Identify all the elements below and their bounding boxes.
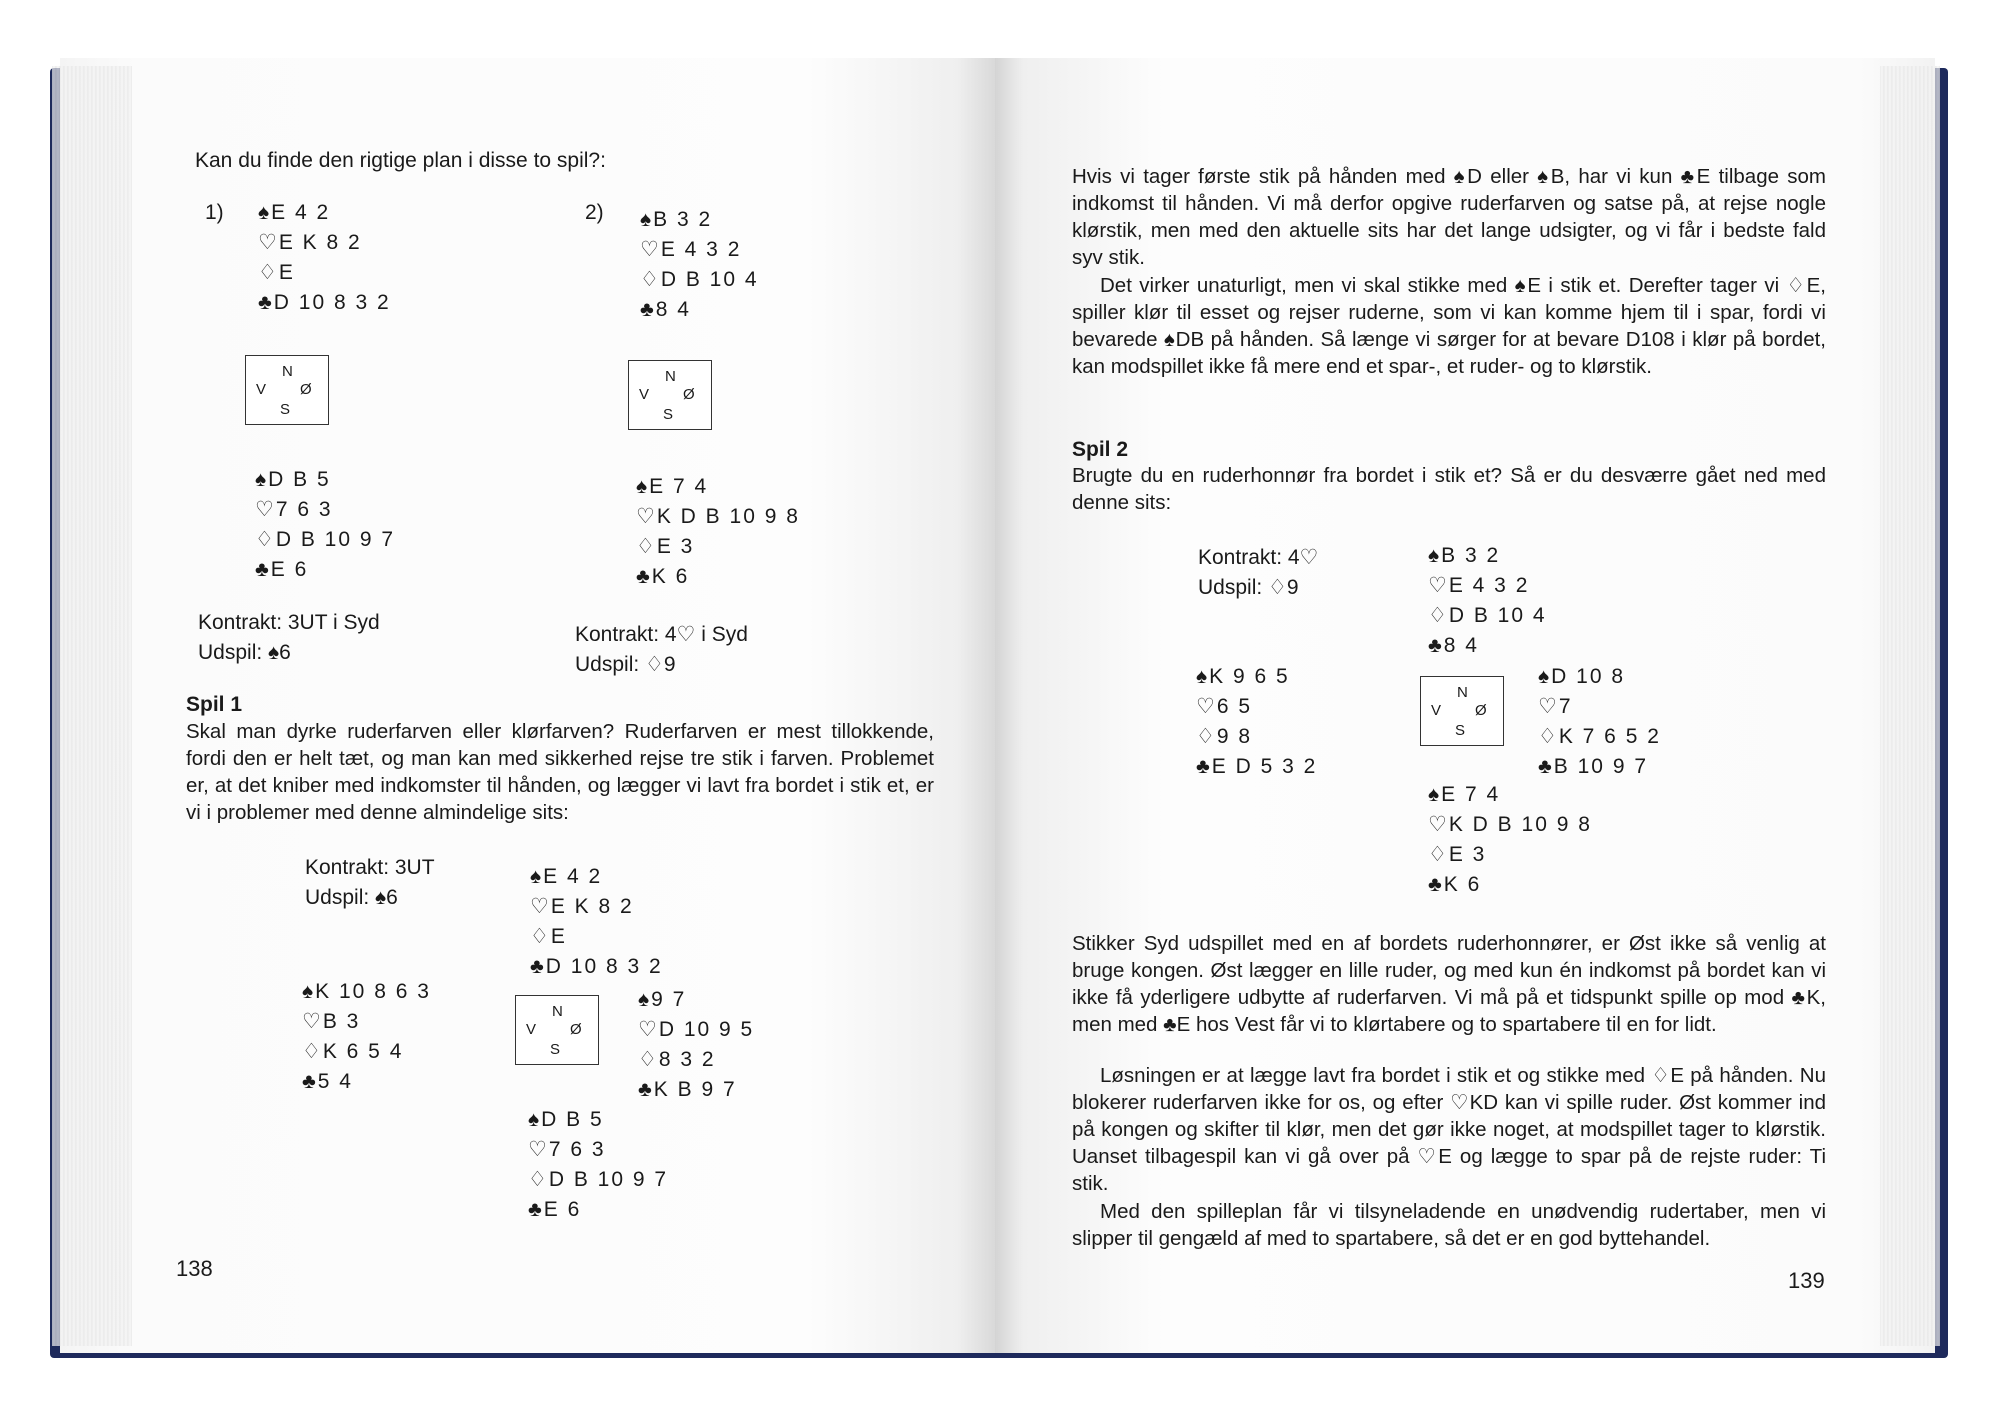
hand-line: ♠D 10 8 [1538,665,1626,688]
paragraph-2: Det virker unaturligt, men vi skal stikke med ♠E i stik et. Derefter tager vi ♢E, spiller klør til esset og rejser ruderne, som vi kan komme hjem til i spar, fordi vi bevarede ♠DB på hånden. Så længe vi sørger for at bevare D108 i klør på bordet, kan modspillet ikke få mere end et spar-, et ruder- og to klørstik. [1072,274,1826,378]
fulldeal1-west-hand [302,977,431,1097]
compass-s: S [550,1041,561,1058]
compass-s: S [1455,722,1466,739]
deal2-compass [628,360,712,430]
hand-line: ♣K 6 [636,565,690,588]
hand-line: ♠E 4 2 [530,865,603,888]
deal2-label: 2) [585,201,604,224]
compass-s: S [663,406,674,423]
spil2-paragraph: Brugte du en ruderhonnør fra bordet i stik et? Så er du desværre gået ned med denne sits: [1072,464,1826,514]
hand-line: ♢K 7 6 5 2 [1538,725,1661,748]
hand-line: ♣D 10 8 3 2 [258,291,391,314]
hand-line: ♡E 4 3 2 [1428,574,1530,597]
spil1-paragraph: Skal man dyrke ruderfarven eller klørfarven? Ruderfarven er mest tillokkende, fordi den er helt tæt, og man kan med sikkerhed rejse tre stik i farven. Problemet er, at det kniber med indkomster til hånden, og lægger vi lavt fra bordet i stik et, er vi i problemer med denne almindelige sits: [186,720,934,824]
hand-line: ♠9 7 [638,988,687,1011]
intro-text: Kan du finde den rigtige plan i disse to spil?: [195,149,606,172]
fulldeal2-south-hand [1428,780,1592,900]
fulldeal1-contract: Kontrakt: 3UT [305,856,435,879]
deal1-south-hand [255,465,395,585]
fulldeal2-east-hand [1538,662,1661,782]
hand-line: ♠K 9 6 5 [1196,665,1290,688]
hand-line: ♡D 10 9 5 [638,1018,755,1041]
deal1-label: 1) [205,201,224,224]
hand-line: ♠B 3 2 [1428,544,1501,567]
hand-line: ♡7 [1538,695,1573,718]
hand-line: ♢8 3 2 [638,1048,716,1071]
hand-line: ♡7 6 3 [255,498,333,521]
deal2-contract: Kontrakt: 4♡ i Syd [575,623,748,646]
hand-line: ♣E 6 [528,1198,582,1221]
fulldeal2-lead: Udspil: ♢9 [1198,576,1299,599]
compass-w: V [526,1021,537,1038]
hand-line: ♣D 10 8 3 2 [530,955,663,978]
fulldeal2-compass [1420,676,1504,746]
paragraph-5: Med den spilleplan får vi tilsyneladende en unødvendig rudertaber, men vi slipper til gengæld af med to spartabere, så det er en god byttehandel. [1072,1200,1826,1250]
hand-line: ♡E 4 3 2 [640,238,742,261]
hand-line: ♣5 4 [302,1070,353,1093]
deal1-north-hand [258,198,391,318]
hand-line: ♣K 6 [1428,873,1482,896]
compass-e: Ø [1475,702,1487,719]
hand-line: ♡6 5 [1196,695,1253,718]
compass-s: S [280,401,291,418]
hand-line: ♢9 8 [1196,725,1253,748]
fulldeal1-lead: Udspil: ♠6 [305,886,398,909]
hand-line: ♣8 4 [1428,634,1479,657]
paragraph-3: Stikker Syd udspillet med en af bordets ruderhonnører, er Øst ikke så venlig at bruge kongen. Øst lægger en lille ruder, og med kun én indkomst på bordet kan vi ikke få yderligere udbytte af ruderfarven. Vi må på et tidspunkt spille op mod ♣K, men med ♣E hos Vest får vi to klørtabere og to spartabere til en for lidt. [1072,932,1826,1036]
compass-w: V [1431,702,1442,719]
compass-n: N [1457,684,1468,701]
spil2-heading: Spil 2 [1072,438,1129,461]
hand-line: ♡E K 8 2 [258,231,362,254]
compass-e: Ø [300,381,312,398]
compass-w: V [256,381,267,398]
hand-line: ♠D B 5 [528,1108,604,1131]
deal1-contract: Kontrakt: 3UT i Syd [198,611,380,634]
hand-line: ♢D B 10 4 [640,268,759,291]
hand-line: ♡K D B 10 9 8 [636,505,800,528]
compass-e: Ø [683,386,695,403]
hand-line: ♣8 4 [640,298,691,321]
left-page-edges [52,66,132,1346]
hand-line: ♢E [530,925,567,948]
compass-n: N [665,368,676,385]
deal1-lead: Udspil: ♠6 [198,641,291,664]
hand-line: ♢D B 10 4 [1428,604,1547,627]
hand-line: ♢E [258,261,295,284]
hand-line: ♢K 6 5 4 [302,1040,404,1063]
hand-line: ♡B 3 [302,1010,361,1033]
fulldeal2-west-hand [1196,662,1317,782]
deal2-lead: Udspil: ♢9 [575,653,676,676]
compass-n: N [552,1003,563,1020]
fulldeal1-south-hand [528,1105,668,1225]
compass-w: V [639,386,650,403]
page-number-right: 139 [1788,1268,1825,1293]
hand-line: ♢D B 10 9 7 [255,528,396,551]
compass-n: N [282,363,293,380]
deal2-north-hand [640,205,759,325]
right-page-edges [1880,66,1940,1346]
hand-line: ♠B 3 2 [640,208,713,231]
hand-line: ♠E 7 4 [1428,783,1501,806]
hand-line: ♠E 4 2 [258,201,331,224]
deal2-south-hand [636,472,800,592]
hand-line: ♣E D 5 3 2 [1196,755,1318,778]
hand-line: ♣B 10 9 7 [1538,755,1649,778]
fulldeal1-north-hand [530,862,663,982]
paragraph-1: Hvis vi tager første stik på hånden med ♠D eller ♠B, har vi kun ♣E tilbage som indkomst til hånden. Vi må derfor opgive ruderfarven og satse på, at rejse nogle klørstik, men med den aktuelle sits har det lange udsigter, og vi får i bedste fald syv stik. [1072,165,1826,269]
paragraph-4: Løsningen er at lægge lavt fra bordet i stik et og stikke med ♢E på hånden. Nu blokerer ruderfarven ikke for os, og efter ♡KD kan vi spille ruder. Øst kommer ind på kongen og skifter til klør, men det gør ikke noget, at modspillet tager to klørstik. Uanset tilbagespil kan vi gå over på ♡E og lægge to spar på de rejste ruder: Ti stik. [1072,1064,1826,1195]
hand-line: ♡E K 8 2 [530,895,634,918]
hand-line: ♠E 7 4 [636,475,709,498]
fulldeal2-north-hand [1428,541,1547,661]
compass-e: Ø [570,1021,582,1038]
hand-line: ♠K 10 8 6 3 [302,980,431,1003]
hand-line: ♡K D B 10 9 8 [1428,813,1592,836]
deal1-compass [245,355,329,425]
fulldeal1-east-hand [638,985,754,1105]
hand-line: ♢D B 10 9 7 [528,1168,669,1191]
spil1-heading: Spil 1 [186,693,243,716]
hand-line: ♢E 3 [636,535,695,558]
page-number-left: 138 [176,1256,213,1281]
hand-line: ♠D B 5 [255,468,331,491]
hand-line: ♢E 3 [1428,843,1487,866]
hand-line: ♣E 6 [255,558,309,581]
hand-line: ♣K B 9 7 [638,1078,737,1101]
fulldeal2-contract: Kontrakt: 4♡ [1198,546,1319,569]
fulldeal1-compass [515,995,599,1065]
hand-line: ♡7 6 3 [528,1138,606,1161]
